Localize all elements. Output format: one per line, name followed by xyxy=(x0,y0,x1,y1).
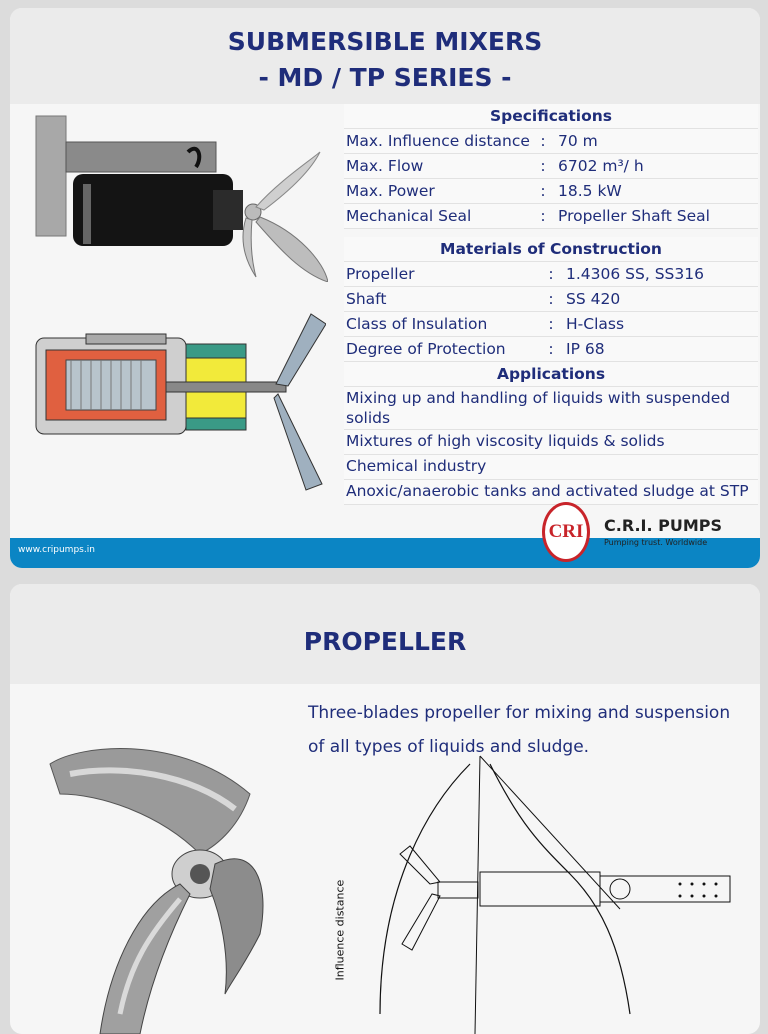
material-value: H-Class xyxy=(566,315,625,333)
spec-row xyxy=(344,154,758,179)
spec-value: Propeller Shaft Seal xyxy=(558,207,710,225)
slide-submersible-mixers xyxy=(10,8,760,568)
mixer-cross-section xyxy=(26,294,326,494)
material-value: 1.4306 SS, SS316 xyxy=(566,265,704,283)
spec-separator: : xyxy=(540,132,546,150)
material-row xyxy=(344,337,758,362)
cri-logo-name: C.R.I. PUMPS xyxy=(604,516,723,535)
spec-separator: : xyxy=(540,207,546,225)
material-label: Shaft xyxy=(346,290,387,308)
mixer-photo xyxy=(28,112,328,282)
propeller-photo xyxy=(40,734,280,1034)
materials-heading: Materials of Construction xyxy=(344,237,758,262)
application-item: Chemical industry xyxy=(344,455,758,480)
spec-label: Max. Power xyxy=(346,182,435,200)
material-row xyxy=(344,262,758,287)
cri-logo xyxy=(542,502,760,562)
specifications-heading: Specifications xyxy=(344,104,758,129)
material-separator: : xyxy=(548,290,554,308)
title-line-2: - MD / TP SERIES - xyxy=(258,63,512,92)
material-value: SS 420 xyxy=(566,290,621,308)
cri-logo-mark: CRI xyxy=(542,502,590,562)
slide1-title xyxy=(10,8,760,104)
material-label: Class of Insulation xyxy=(346,315,488,333)
spec-label: Mechanical Seal xyxy=(346,207,472,225)
spec-label: Max. Flow xyxy=(346,157,424,175)
spec-row xyxy=(344,179,758,204)
material-value: IP 68 xyxy=(566,340,605,358)
slide-propeller xyxy=(10,584,760,1034)
material-label: Degree of Protection xyxy=(346,340,506,358)
spec-row xyxy=(344,129,758,154)
cri-logo-tagline: Pumping trust. Worldwide xyxy=(604,538,708,547)
application-item: Mixtures of high viscosity liquids & solids xyxy=(344,430,758,455)
material-separator: : xyxy=(548,265,554,283)
spec-value: 18.5 kW xyxy=(558,182,622,200)
propeller-description: Three-blades propeller for mixing and suspension of all types of liquids and sludge. xyxy=(308,703,731,757)
application-item: Anoxic/anaerobic tanks and activated sludge at STP xyxy=(344,480,758,505)
spec-value: 70 m xyxy=(558,132,598,150)
material-row xyxy=(344,287,758,312)
spec-row xyxy=(344,204,758,229)
material-separator: : xyxy=(548,340,554,358)
applications-heading: Applications xyxy=(344,362,758,387)
spec-table xyxy=(344,104,758,505)
influence-diagram xyxy=(320,744,740,1034)
title-line-1: SUBMERSIBLE MIXERS xyxy=(227,27,543,56)
influence-distance-label: Influence distance xyxy=(333,879,347,981)
spec-value: 6702 m³/ h xyxy=(558,157,644,175)
material-separator: : xyxy=(548,315,554,333)
spec-label: Max. Influence distance xyxy=(346,132,530,150)
material-label: Propeller xyxy=(346,265,415,283)
application-item: Mixing up and handling of liquids with suspended solids xyxy=(344,387,758,430)
spec-separator: : xyxy=(540,182,546,200)
slide2-title: PROPELLER xyxy=(10,584,760,684)
spec-separator: : xyxy=(540,157,546,175)
material-row xyxy=(344,312,758,337)
footer-url[interactable]: www.cripumps.in xyxy=(18,545,95,555)
